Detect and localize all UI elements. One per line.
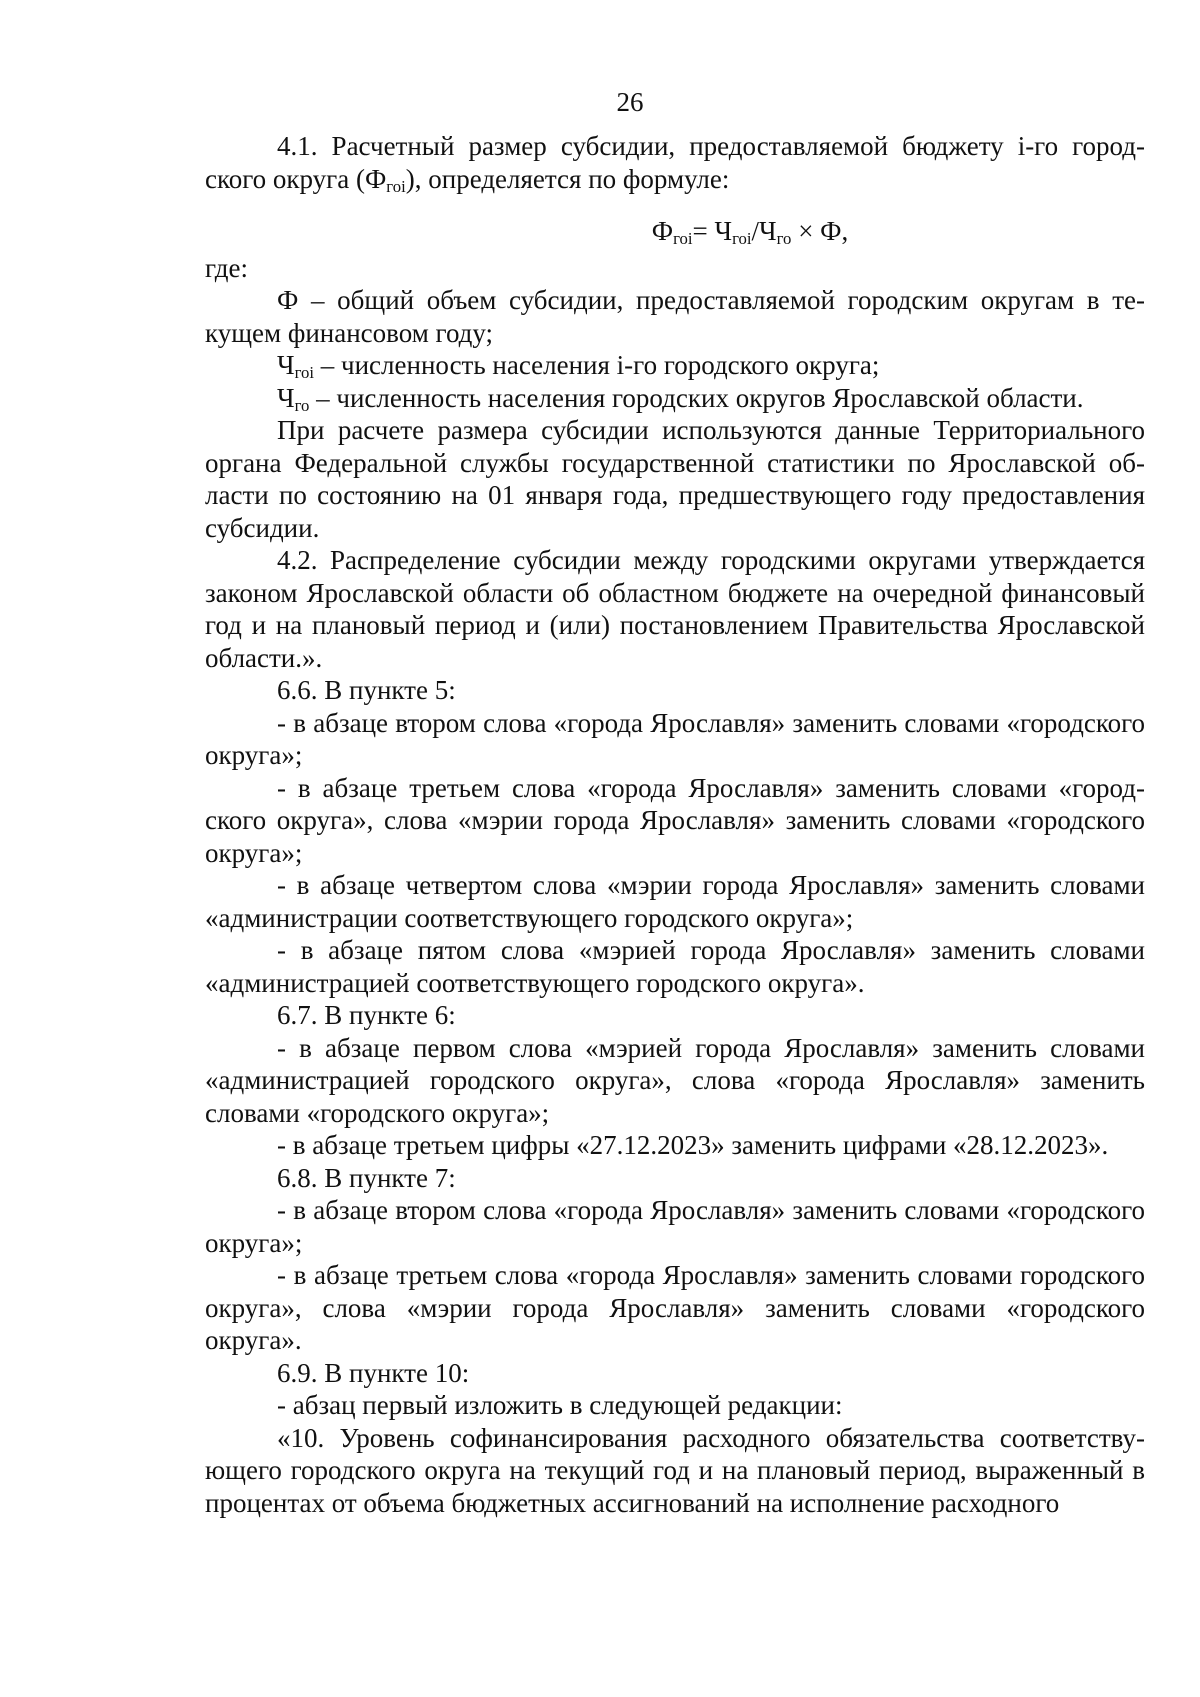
subscript: гоi <box>294 363 315 383</box>
paragraph-4-1-text: 4.1. Расчетный размер субсидии, предоставляемой бюджету i-го городского округа (Ф <box>205 131 1145 194</box>
paragraph-calculation-data: При расчете размера субсидии используются данные Территориального органа Федеральной службы государственной статистики по Ярославской области по состоянию на 01 января года, предшествующего году предоставления субсидии. <box>205 415 1145 543</box>
document-body <box>205 130 1145 1519</box>
paragraph-where: где: <box>205 252 248 283</box>
paragraph-4-1 <box>205 130 1145 195</box>
formula-part: /Ч <box>751 216 777 246</box>
paragraph-phi-definition: Ф – общий объем субсидии, предоставляемой городским округам в текущем финансовом году; <box>205 285 1145 348</box>
definition-text: – численность населения i-го городского округа; <box>314 350 880 380</box>
symbol: Ч <box>277 382 295 413</box>
paragraph-4-1-text-end: ), определяется по формуле: <box>405 163 730 194</box>
paragraph-10: «10. Уровень софинансирования расходного обязательства соответствующего городского округа на текущий год и на плановый период, выраженный в процентах от объема бюджетных ассигнований на исполнение расходного <box>205 1422 1145 1518</box>
subscript: го <box>294 395 310 415</box>
paragraph-6-6: 6.6. В пункте 5: <box>277 675 456 705</box>
paragraph-6-9: 6.9. В пункте 10: <box>277 1357 470 1388</box>
paragraph-6-8: 6.8. В пункте 7: <box>277 1162 456 1193</box>
paragraph-6-7-a: - в абзаце первом слова «мэрией города Ярославля» заменить словами «администрацией городского округа», слова «города Ярославля» заменить словами «городского округа»; <box>205 1032 1145 1128</box>
formula-part: × Ф, <box>791 216 849 246</box>
paragraph-6-6-c: - в абзаце четвертом слова «мэрии города Ярославля» заменить словами «администрации соответствующего городского округа»; <box>205 870 1145 933</box>
definition-text: – численность населения городских округов Ярославской области. <box>309 382 1084 413</box>
subscript: гоi <box>732 229 752 249</box>
paragraph-6-7-b: - в абзаце третьем цифры «27.12.2023» заменить цифрами «28.12.2023». <box>277 1130 1109 1160</box>
paragraph-6-7: 6.7. В пункте 6: <box>277 1000 456 1030</box>
paragraph-6-8-a: - в абзаце втором слова «города Ярославля» заменить словами «городского округа»; <box>205 1195 1145 1258</box>
paragraph-chgoi-definition <box>205 349 1145 382</box>
subscript: гоi <box>673 229 693 249</box>
symbol: Ч <box>277 350 295 380</box>
formula <box>205 215 1145 248</box>
subscript: гоi <box>386 176 406 196</box>
paragraph-6-6-d: - в абзаце пятом слова «мэрией города Ярославля» заменить словами «администрацией соответствующего городского округа». <box>205 935 1145 998</box>
paragraph-6-6-b: - в абзаце третьем слова «города Ярославля» заменить словами «городского округа», слова «мэрии города Ярославля» заменить словами «городского округа»; <box>205 772 1145 868</box>
formula-part: = Ч <box>692 216 733 246</box>
subscript: го <box>776 229 792 249</box>
paragraph-6-6-a: - в абзаце втором слова «города Ярославля» заменить словами «городского округа»; <box>205 707 1145 770</box>
paragraph-6-9-a: - абзац первый изложить в следующей редакции: <box>277 1390 843 1420</box>
paragraph-4-2: 4.2. Распределение субсидии между городскими округами утверждается законом Ярославской области об областном бюджете на очередной финансовый год и на плановый период и (или) постановлением Правительства Ярославской области.». <box>205 545 1145 673</box>
paragraph-6-8-b: - в абзаце третьем слова «города Ярославля» заменить словами городского округа», слова «мэрии города Ярославля» заменить словами «городского округа». <box>205 1260 1145 1355</box>
page-number: 26 <box>616 87 644 117</box>
paragraph-chgo-definition <box>205 382 1145 415</box>
formula-part: Ф <box>651 216 674 246</box>
